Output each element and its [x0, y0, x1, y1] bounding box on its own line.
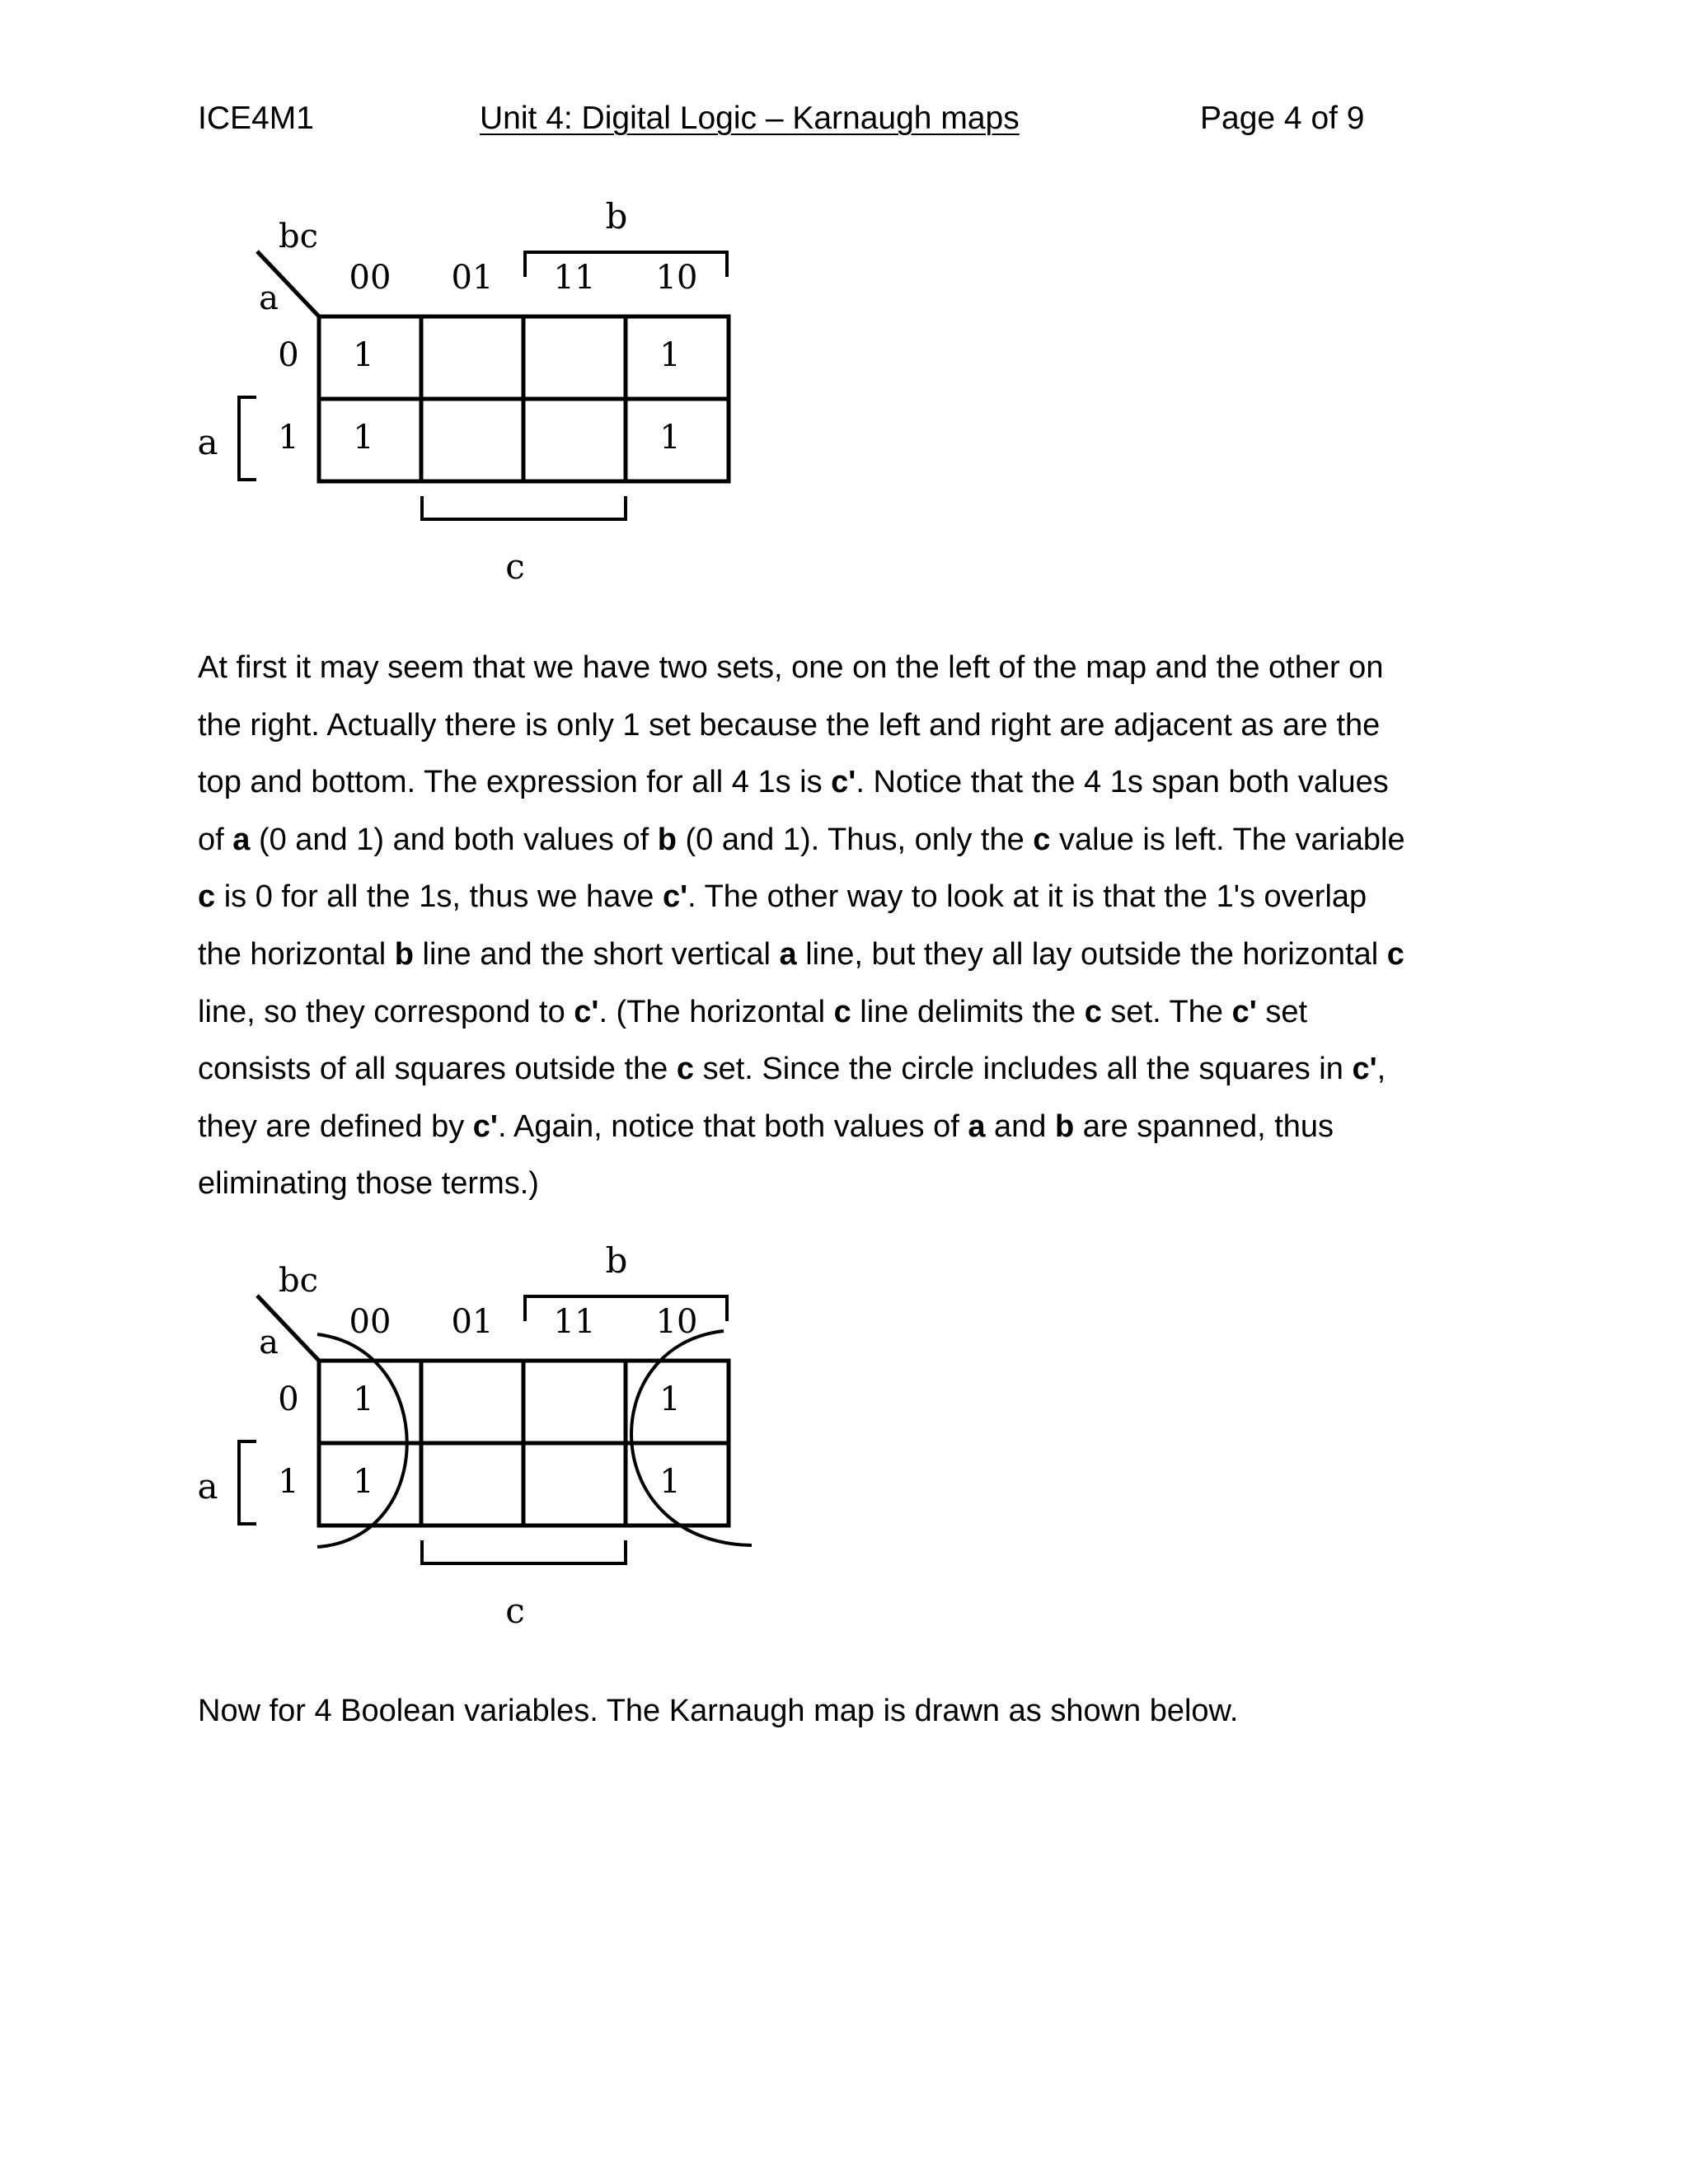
- text-run: . Notice that the 4 1s span both values: [856, 765, 1389, 800]
- bold-term: b: [1055, 1108, 1075, 1144]
- bold-term: c': [1231, 994, 1257, 1029]
- text-run: At first it may seem that we have two sets, one on the left of the map and the other on: [198, 650, 1384, 685]
- bold-term: c: [198, 879, 216, 915]
- bold-term: c: [1386, 936, 1404, 972]
- column-header: 10: [655, 1303, 698, 1341]
- bold-term: c': [1352, 1052, 1377, 1087]
- text-run: the right. Actually there is only 1 set because the left and right are adjacent as are the: [198, 707, 1381, 743]
- bold-term: c: [1084, 994, 1102, 1029]
- variable-label-b: b: [605, 1240, 628, 1281]
- bold-term: b: [657, 822, 677, 857]
- paragraph-line: [198, 984, 1484, 1042]
- variable-label-b: b: [605, 196, 628, 237]
- paragraph-line: [198, 926, 1484, 984]
- paragraph-line: [198, 1155, 1484, 1213]
- variable-label-c: c: [505, 546, 525, 587]
- text-run: line, but they all lay outside the horizontal: [796, 936, 1387, 972]
- text-run: ,: [1376, 1052, 1386, 1087]
- text-run: line, so they correspond to: [198, 994, 574, 1029]
- text-run: set. The: [1101, 994, 1232, 1029]
- bold-term: c': [574, 994, 599, 1029]
- course-code: ICE4M1: [198, 101, 314, 136]
- text-run: (0 and 1) and both values of: [250, 822, 658, 857]
- column-header: 00: [349, 1303, 392, 1341]
- a-bracket: [239, 1441, 256, 1524]
- a-bracket: [239, 397, 256, 480]
- paragraph-line: [198, 869, 1484, 926]
- text-run: consists of all squares outside the: [198, 1052, 677, 1087]
- bold-term: a: [232, 822, 251, 857]
- paragraph-line: [198, 640, 1484, 697]
- bold-term: a: [779, 936, 797, 972]
- text-run: the horizontal: [198, 936, 395, 972]
- text-run: top and bottom. The expression for all 4 1s is: [198, 765, 832, 800]
- bold-term: c: [1033, 822, 1051, 857]
- closing-paragraph: Now for 4 Boolean variables. The Karnaugh map is drawn as shown below.: [198, 1694, 1239, 1728]
- variable-label-c: c: [505, 1591, 525, 1631]
- kmap-cell-value: 1: [659, 1463, 681, 1501]
- variable-label-a: a: [197, 1466, 218, 1507]
- variable-label-a: a: [197, 422, 218, 462]
- corner-label-a: a: [259, 279, 279, 317]
- paragraph-line: [198, 697, 1484, 755]
- row-header: 0: [278, 1380, 299, 1418]
- kmap-cell-value: 1: [353, 1463, 374, 1501]
- column-header: 01: [451, 259, 494, 297]
- corner-label-bc: bc: [278, 218, 319, 255]
- column-header: 11: [553, 259, 596, 297]
- bold-term: c': [831, 765, 856, 800]
- text-run: . Again, notice that both values of: [497, 1108, 968, 1144]
- karnaugh-map-2-grouped: [0, 1226, 824, 1631]
- left-group-curve: [317, 1334, 407, 1547]
- kmap-cell-value: 1: [659, 336, 681, 374]
- right-group-curve: [631, 1331, 752, 1545]
- text-run: set: [1256, 994, 1308, 1029]
- text-run: of: [198, 822, 233, 857]
- text-run: . The other way to look at it is that the 1's overlap: [687, 879, 1367, 915]
- text-run: and: [985, 1108, 1056, 1144]
- column-header: 01: [451, 1303, 494, 1341]
- kmap-cell-value: 1: [659, 1380, 681, 1418]
- corner-label-a: a: [259, 1324, 279, 1361]
- explanation-paragraph: [198, 640, 1484, 1213]
- text-run: they are defined by: [198, 1108, 473, 1144]
- text-run: (0 and 1). Thus, only the: [676, 822, 1034, 857]
- grouping-curves: [317, 1331, 752, 1547]
- text-run: set. Since the circle includes all the squares in: [694, 1052, 1353, 1087]
- text-run: eliminating those terms.): [198, 1166, 539, 1202]
- paragraph-line: [198, 1041, 1484, 1099]
- row-header: 0: [278, 336, 299, 374]
- text-run: value is left. The variable: [1050, 822, 1405, 857]
- text-run: line and the short vertical: [413, 936, 780, 972]
- kmap-cell-value: 1: [353, 419, 374, 457]
- paragraph-line: [198, 1099, 1484, 1156]
- karnaugh-map-1: [0, 181, 824, 587]
- kmap-cell-value: 1: [353, 336, 374, 374]
- paragraph-line: [198, 812, 1484, 869]
- column-header: 11: [553, 1303, 596, 1341]
- c-bracket: [422, 1540, 626, 1563]
- paragraph-line: [198, 754, 1484, 812]
- row-header: 1: [278, 1463, 299, 1501]
- text-run: are spanned, thus: [1074, 1108, 1334, 1144]
- bold-term: b: [394, 936, 414, 972]
- corner-label-bc: bc: [278, 1262, 319, 1300]
- text-run: line delimits the: [851, 994, 1085, 1029]
- kmap-cell-value: 1: [353, 1380, 374, 1418]
- bold-term: c: [833, 994, 851, 1029]
- text-run: . (The horizontal: [598, 994, 834, 1029]
- row-header: 1: [278, 419, 299, 457]
- column-header: 00: [349, 259, 392, 297]
- bold-term: c: [676, 1052, 695, 1087]
- column-header: 10: [655, 259, 698, 297]
- kmap-cell-value: 1: [659, 419, 681, 457]
- page-title: Unit 4: Digital Logic – Karnaugh maps: [480, 101, 1020, 136]
- text-run: is 0 for all the 1s, thus we have: [215, 879, 663, 915]
- page-number: Page 4 of 9: [1200, 101, 1365, 136]
- bold-term: c': [662, 879, 688, 915]
- c-bracket: [422, 496, 626, 519]
- bold-term: c': [472, 1108, 498, 1144]
- bold-term: a: [968, 1108, 986, 1144]
